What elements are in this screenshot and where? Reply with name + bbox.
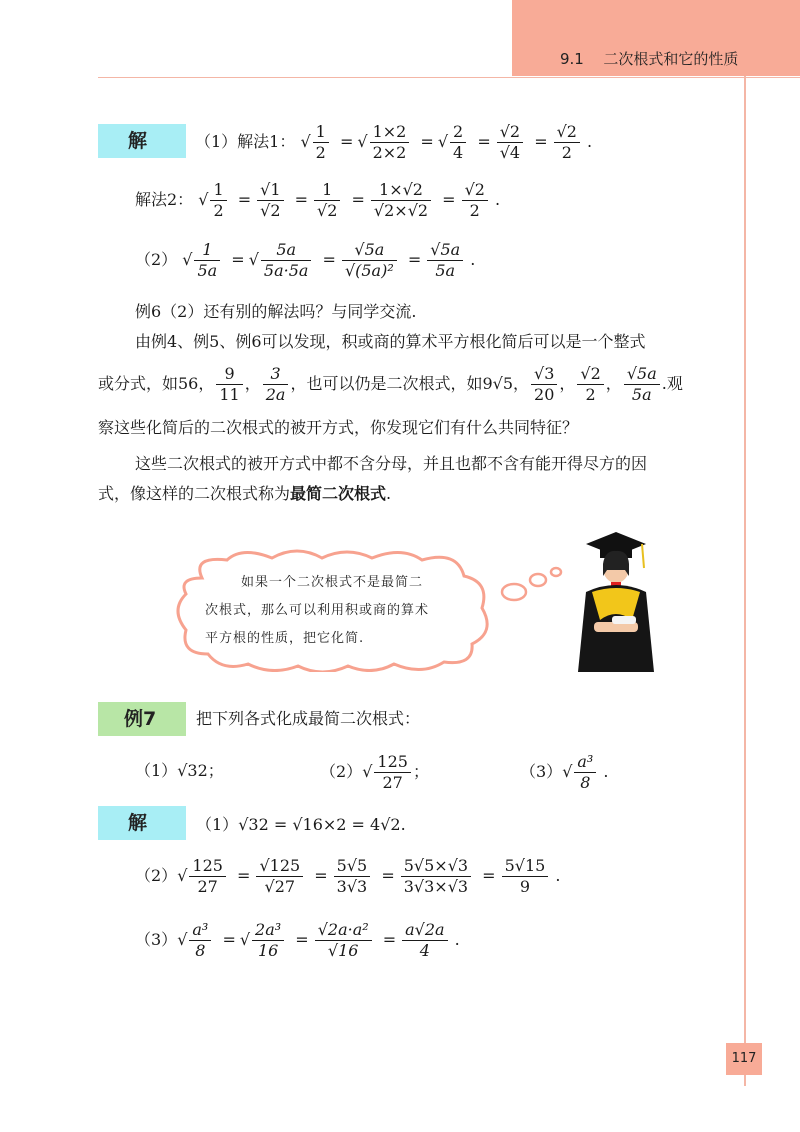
fraction: $\frac{√3}{20}$	[531, 364, 557, 405]
definition-line-1: 这些二次根式的被开方式中都不含分母，并且也都不含有能开得尽方的因	[135, 454, 648, 473]
example-tag: 例7	[98, 702, 186, 736]
fraction: $\frac{√2}{2}$	[554, 122, 580, 163]
solution2-line-2: （2）√ $\frac{125}{27}$ = $\frac{√125}{√27}$ = $\frac{5√5}{3√3}$ = $\frac{5√5\times√3}{3√3\times√3}$ = $\frac{5√15}{9}$ .	[135, 856, 561, 896]
fraction: $\frac{√2}{√4}$	[497, 122, 523, 163]
header-divider	[98, 77, 800, 78]
fraction: $\frac{125}{27}$	[189, 856, 226, 897]
thought-trail	[500, 565, 566, 605]
observation-line-2: 或分式，如56， $\frac{9}{11}$ ， $\frac{3}{2a}$ ，也可以仍是二次根式，如9√5， $\frac{√3}{20}$ ， $\frac{√2}{2}$ ， $\frac{√5a}{5a}$ .观	[98, 364, 683, 404]
observation-line-1: 由例4、例5、例6可以发现，积或商的算术平方根化简后可以是一个整式	[135, 332, 646, 351]
fraction: $\frac{\text{a³}}{8}$	[574, 752, 596, 793]
solution-tag: 解	[98, 124, 186, 158]
fraction: $\frac{1\times 2}{2\times 2}$	[370, 122, 410, 163]
fraction: $\frac{1\times√2}{√2\times√2}$	[371, 180, 431, 221]
thought-text: 如果一个二次根式不是最简二 次根式，那么可以利用积或商的算术 平方根的性质，把它化简.	[205, 575, 430, 646]
example-item-2: （2）√ $\frac{125}{27}$ ；	[320, 752, 429, 792]
discussion-question: 例6（2）还有别的解法吗？与同学交流.	[135, 302, 417, 321]
fraction: $\frac{125}{27}$	[374, 752, 411, 793]
solution-tag-2: 解	[98, 806, 186, 840]
fraction: $\frac{1}{2}$	[210, 180, 226, 221]
section-header	[560, 48, 738, 69]
fraction: $\frac{5√5\times√3}{3√3\times√3}$	[401, 856, 471, 897]
sqrt-symbol: √	[300, 132, 311, 151]
fraction: $\frac{√2}{2}$	[577, 364, 603, 405]
fraction: $\frac{√5a}{5a}$	[427, 240, 463, 281]
fraction: $\frac{1}{2}$	[313, 122, 329, 163]
section-number: 9.1	[560, 50, 584, 68]
fraction: $\frac{√2}{2}$	[462, 180, 488, 221]
solution2-line-3: （3）√ $\frac{\text{a³}}{8}$ = √ $\frac{\text{2a³}}{16}$ = $\frac{\text{√2a·a²}}{√16}$ = $\frac{a√2a}{4}$ .	[135, 920, 460, 960]
fraction: $\frac{\text{2a³}}{16}$	[252, 920, 284, 961]
margin-rule	[744, 76, 746, 1086]
section-title: 二次根式和它的性质	[603, 50, 739, 68]
fraction: $\frac{5√5}{3√3}$	[334, 856, 371, 897]
solution-line-3: （2） √ $\frac{1}{5a}$ = √ $\frac{5a}{5a\cdot 5a}$ = $\frac{√5a}{\text{√(5a)²}}$ = $\frac{√5a}{5a}$ .	[135, 240, 476, 280]
fraction: $\frac{\text{a³}}{8}$	[189, 920, 211, 961]
method-2-label: 解法2：	[135, 190, 194, 209]
fraction: $\frac{1}{√2}$	[314, 180, 340, 221]
solution-line-2: 解法2： √ $\frac{1}{2}$ = $\frac{√1}{√2}$ = $\frac{1}{√2}$ = $\frac{1\times√2}{√2\times√2}$ = $\frac{√2}{2}$ .	[135, 180, 501, 220]
example-item-1: （1）√32；	[135, 761, 224, 780]
fraction: $\frac{\text{√2a·a²}}{√16}$	[315, 920, 372, 961]
fraction: $\frac{5√15}{9}$	[502, 856, 549, 897]
fraction: $\frac{5a}{5a\cdot 5a}$	[261, 240, 312, 281]
example-item-3: （3）√ $\frac{\text{a³}}{8}$ .	[520, 752, 609, 792]
defined-term: 最简二次根式	[290, 484, 387, 503]
solution2-line-1: （1）√32 = √16×2 = 4√2.	[196, 815, 406, 834]
definition-line-2: 式，像这样的二次根式称为最简二次根式.	[98, 484, 392, 503]
fraction: $\frac{3}{2a}$	[263, 364, 289, 405]
fraction: $\frac{1}{5a}$	[194, 240, 220, 281]
method-1-label: （1）解法1：	[195, 132, 296, 151]
fraction: $\frac{a√2a}{4}$	[402, 920, 447, 961]
solution-line-1: （1）解法1： √ $\frac{1}{2}$ = √ $\frac{1\times 2}{2\times 2}$ = √ $\frac{2}{4}$ = $\frac{√2}{√4}$ = $\frac{√2}{2}$ .	[195, 122, 593, 162]
observation-line-3: 察这些化简后的二次根式的被开方式，你发现它们有什么共同特征？	[98, 418, 579, 437]
fraction: $\frac{√1}{√2}$	[257, 180, 283, 221]
student-illustration	[572, 530, 660, 672]
example-prompt: 把下列各式化成最简二次根式：	[196, 709, 421, 728]
page-number: 117	[726, 1043, 762, 1075]
fraction: $\frac{√125}{√27}$	[256, 856, 303, 897]
fraction: $\frac{√5a}{\text{√(5a)²}}$	[342, 240, 397, 281]
fraction: $\frac{9}{11}$	[216, 364, 242, 405]
fraction: $\frac{√5a}{5a}$	[624, 364, 660, 405]
fraction: $\frac{2}{4}$	[450, 122, 466, 163]
